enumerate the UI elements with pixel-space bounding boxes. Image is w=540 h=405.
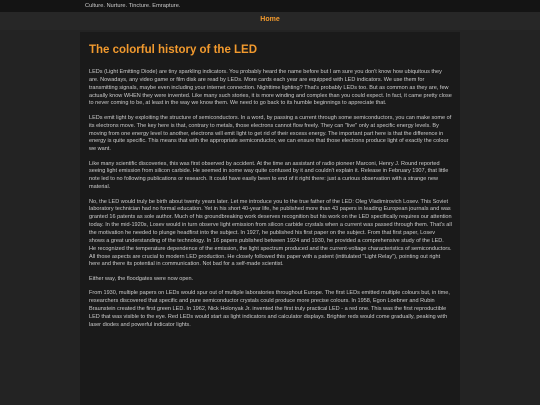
article-paragraph: Like many scientific discoveries, this was first observed by accident. At the time an assistant of radio pioneer Marconi, Henry J. Round reported seeing light emission from silicon carbide. He seemed in some way quite confused by it and couldn't explain it. Release in February 1907, that little note led to no following publications or research. It could have easily been to end of it right there: just a curious observation with a strange new material. <box>89 160 449 191</box>
article-paragraph: No, the LED would truly be birth about twenty years later. Let me introduce you to the true father of the LED: Oleg Vladimirovich Losev. This Soviet laboratory technician had no formal education. Yet in his short 40-year life, he published more than 43 papers in leading European journals and was granted 16 patents as sole author. Much of his groundbreaking work deserves recognition but his work on the LED specifically requires our attention today. In the mid-1920s, Losev would in turn observe light emission from silicon carbide crystals when a current was passed through them. That's all the motivation he needed to plunge headfirst into the subject. In 1927, he published his first paper on the subject. From that first paper, Losev shows a great understanding of the technology. In 16 papers published between 1924 and 1930, he provided a comprehensive study of the LED. He recognized the temperature dependence of the emission, the light spectrum produced and the current-voltage characteristics of semiconductors. All those aspects are crucial to modern LED production. He closely followed this paper with a patent (intitulated "Light Relay"), pointing out right here and there its potential in communication. Not bad for a self-made scientist. <box>89 198 452 268</box>
nav-bar <box>0 12 540 30</box>
article-paragraph: Either way, the floodgates were now open. <box>89 275 194 282</box>
article-container <box>80 32 460 405</box>
article-title: The colorful history of the LED <box>89 44 258 56</box>
article-paragraph: LEDs (Light Emitting Diode) are tiny sparkling indicators. You probably heard the name before but I am sure you don't know how ubiquitous they are. Nowadays, any video game or film disk are read by LEDs. More cards each year are equipped with LED indicators. We use them for transmitting signals, maybe even including your internet connection. Nighttime lighting? That's probably LEDs too. But as common as they are, few actually know WHEN they were invented. Like many such stories, it is more winding and complex than you could expect. In fact, it came pretty close to never coming to be, at least in the way we know them. We need to go back to its humble beginnings to appreciate that. <box>89 69 452 107</box>
article-paragraph: LEDs emit light by exploiting the structure of semiconductors. In a word, by passing a current through some semiconductors, you can make some of its electrons move. The key here is that, contrary to metals, those electrons cannot flow freely. They can "live" only at specific energy levels. By moving from one energy level to another, electrons will emit light to get rid of their excess energy. The important part here is that the difference in energy is quite specific. This means that with the appropriate semiconductor, we can ensure that those electrons produce light of exactly the colour we want. <box>89 114 452 153</box>
article-paragraph: From 1930, multiple papers on LEDs would spur out of multiple laboratories throughout Europe. The first LEDs emitted multiple colours but, in time, researchers discovered that specific and pure semiconductor crystals could produce more precise colours. In 1958, Egon Loebner and Rubin Braunstein created the first green LED. In 1962, Nick Holonyak Jr. invented the first truly practical LED - a red one. This was the first reproductible LED that was visible to the eye. Red LEDs would start as light indicators and calculator displays. Brighter reds would come gradually, peaking with laser diodes and powerful indicator lights. <box>89 290 450 328</box>
nav-home-link[interactable]: Home <box>260 16 280 23</box>
site-tagline: Culture. Nurture. Tincture. Emrapture. <box>85 3 181 9</box>
